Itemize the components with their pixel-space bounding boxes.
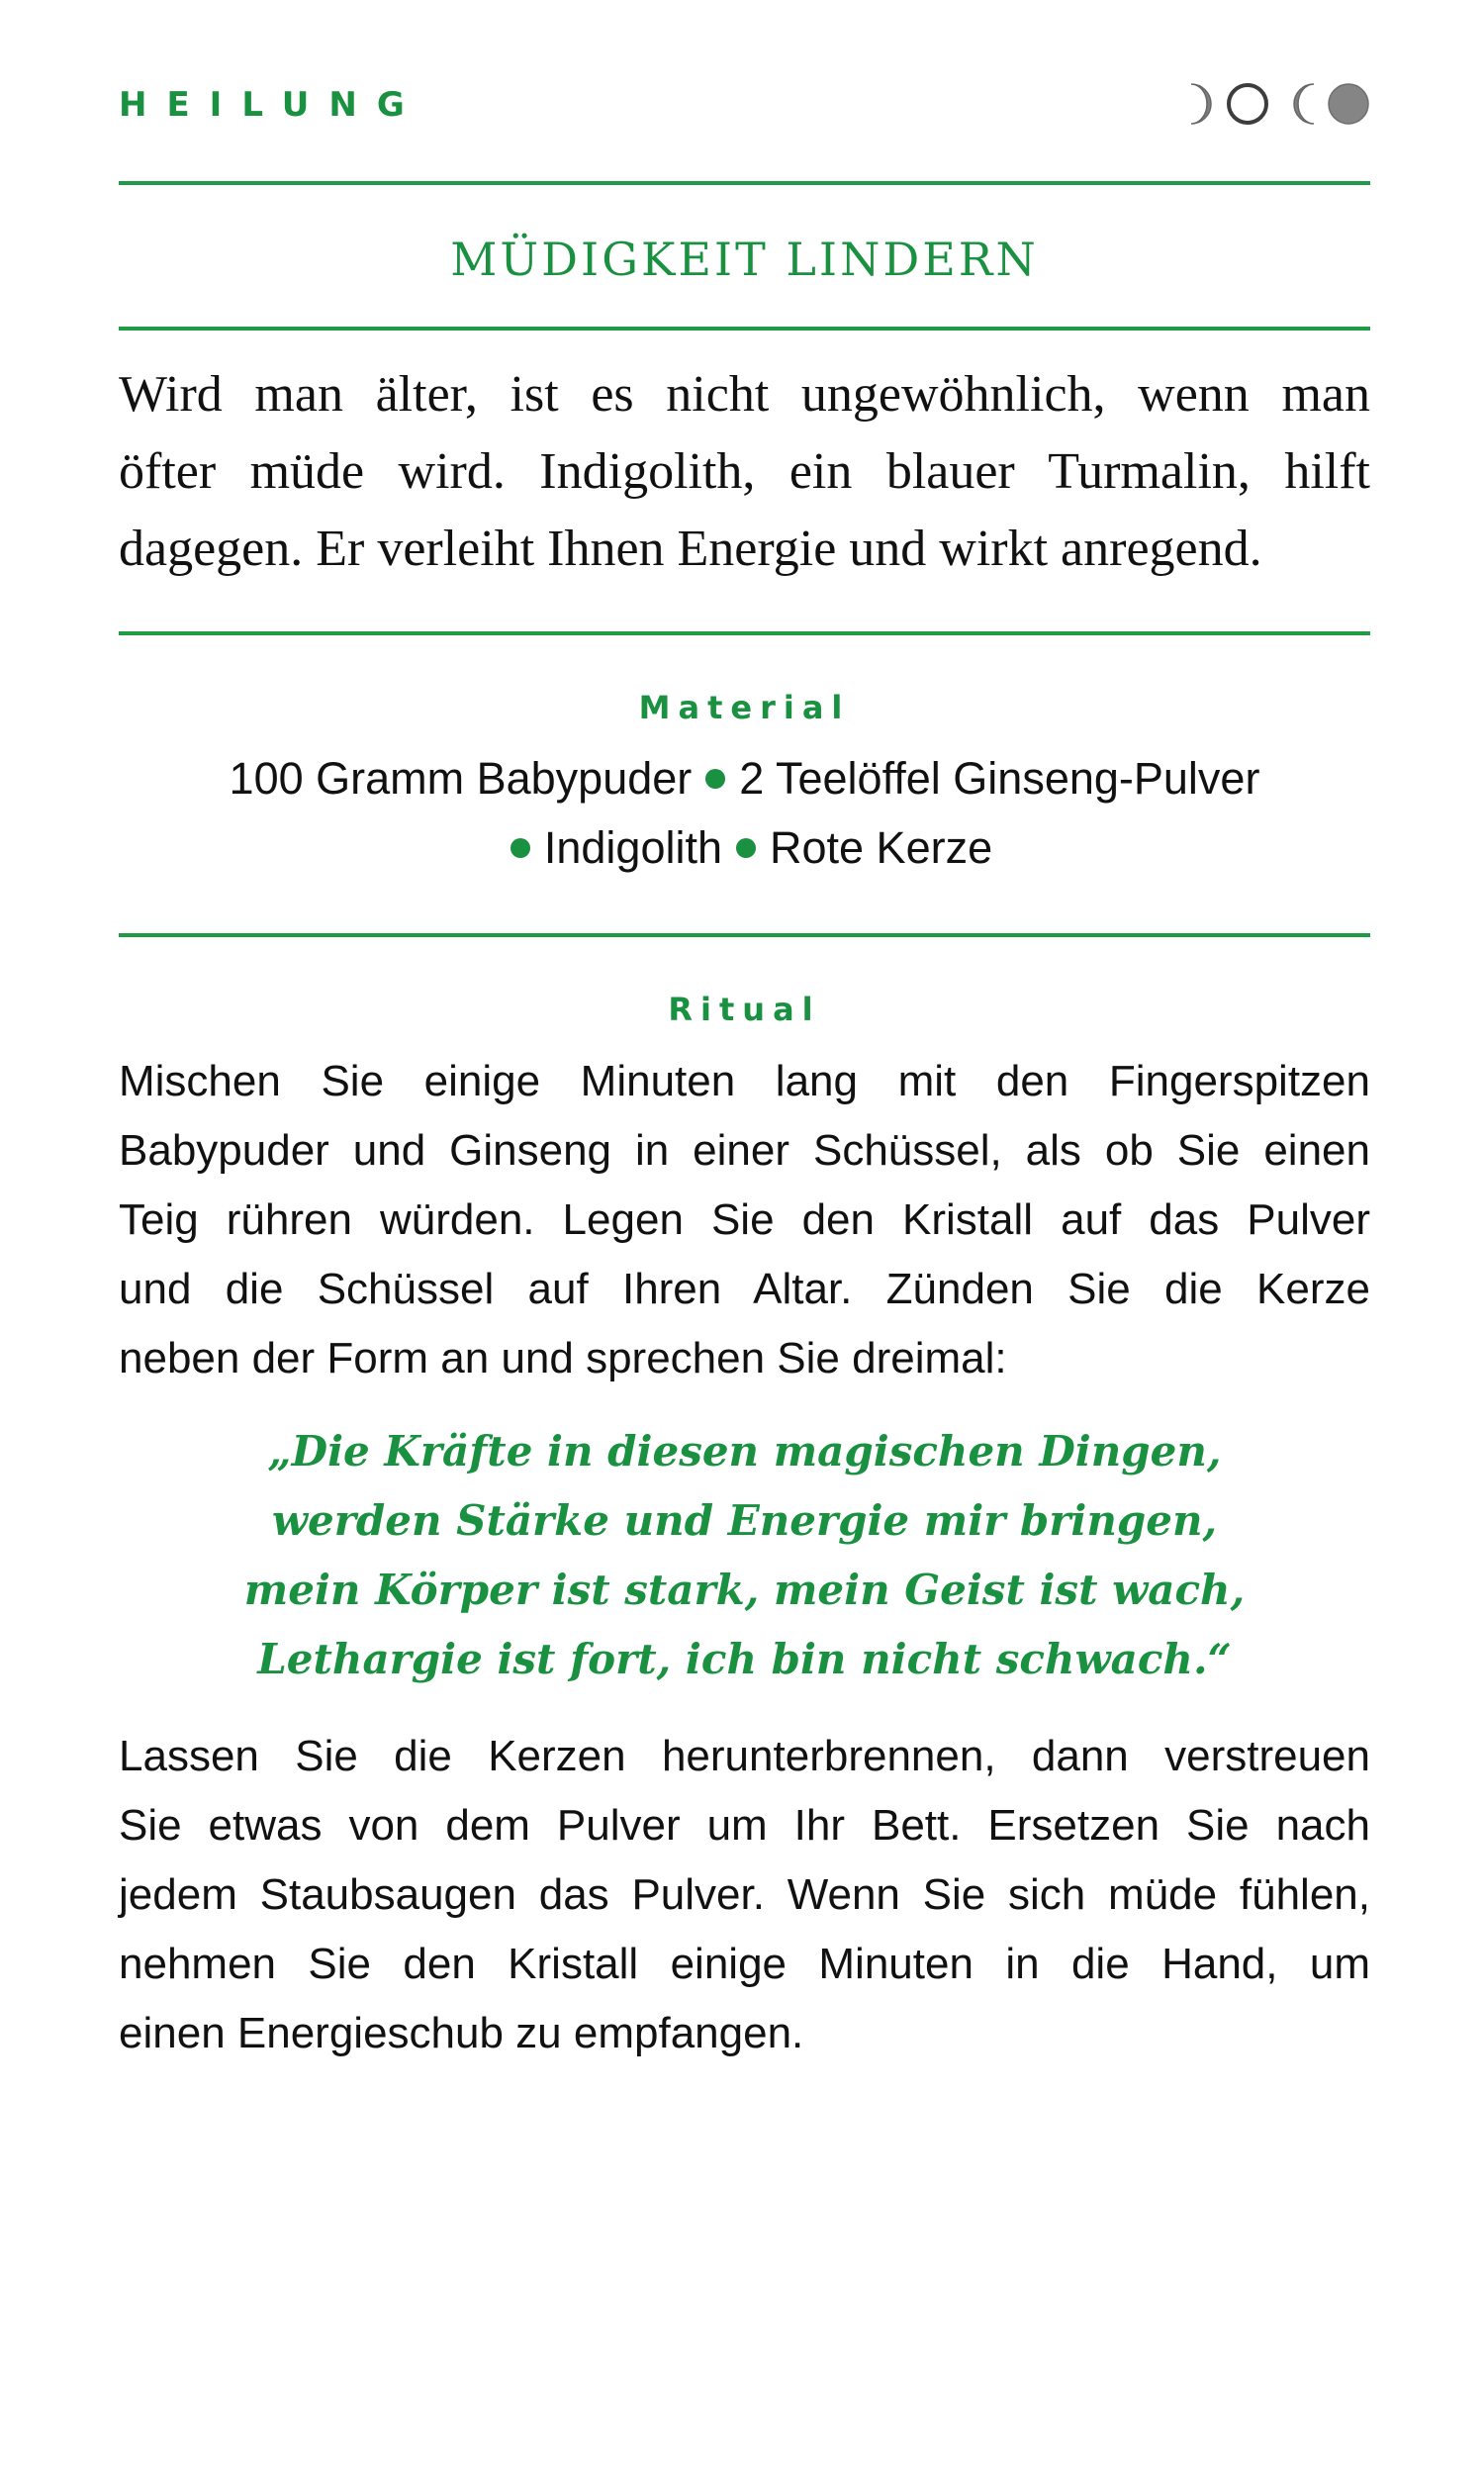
verse-line: „Die Kräfte in diesen magischen Dingen, xyxy=(267,1427,1222,1475)
new-moon-filled-icon xyxy=(1329,84,1368,124)
bullet-icon xyxy=(736,838,756,858)
intro-line: dagegen. Er verleiht Ihnen Energie und wirkt anregend. xyxy=(119,521,1262,577)
text-line: und die Schüssel auf Ihren Altar. Zünden Sie die Kerze xyxy=(119,1265,1370,1313)
divider-rule xyxy=(119,327,1370,331)
page-title: MÜDIGKEIT LINDERN xyxy=(450,233,1039,286)
full-moon-outline-icon xyxy=(1229,85,1266,123)
text-line: Babypuder und Ginseng in einer Schüssel, als ob Sie einen xyxy=(119,1126,1370,1175)
material-heading: Material xyxy=(638,689,851,726)
material-item: 100 Gramm Babypuder xyxy=(229,753,693,804)
text-line: Lassen Sie die Kerzen herunterbrennen, dann verstreuen xyxy=(119,1732,1370,1780)
material-item: Rote Kerze xyxy=(770,822,993,873)
verse-line: mein Körper ist stark, mein Geist ist wach, xyxy=(243,1566,1246,1614)
material-list xyxy=(119,744,1370,883)
material-item: Indigolith xyxy=(543,822,722,873)
intro-line: Wird man älter, ist es nicht ungewöhnlich, wenn man xyxy=(119,366,1370,423)
moon-phases-icon xyxy=(1187,79,1370,129)
text-line: jedem Staubsaugen das Pulver. Wenn Sie sich müde fühlen, xyxy=(119,1870,1370,1919)
category-label: HEILUNG xyxy=(119,85,424,125)
waxing-crescent-icon xyxy=(1294,84,1314,124)
divider-rule xyxy=(119,181,1370,185)
text-line: Mischen Sie einige Minuten lang mit den Fingerspitzen xyxy=(119,1057,1370,1105)
text-line: einen Energieschub zu empfangen. xyxy=(119,2009,804,2057)
material-line xyxy=(119,744,1370,813)
divider-rule xyxy=(119,631,1370,635)
incantation-quote xyxy=(119,1417,1370,1694)
material-item: 2 Teelöffel Ginseng-Pulver xyxy=(739,753,1260,804)
ritual-paragraph-1 xyxy=(119,1047,1370,1393)
text-line: Sie etwas von dem Pulver um Ihr Bett. Ersetzen Sie nach xyxy=(119,1801,1370,1850)
ritual-paragraph-2 xyxy=(119,1722,1370,2068)
text-line: neben der Form an und sprechen Sie dreimal: xyxy=(119,1334,1007,1382)
waning-crescent-icon xyxy=(1191,84,1211,124)
text-line: nehmen Sie den Kristall einige Minuten in die Hand, um xyxy=(119,1940,1370,1988)
intro-paragraph xyxy=(119,356,1370,588)
bullet-icon xyxy=(510,838,530,858)
material-line xyxy=(119,813,1370,883)
page-header xyxy=(119,79,1370,139)
divider-rule xyxy=(119,933,1370,937)
verse-line: werden Stärke und Energie mir bringen, xyxy=(271,1496,1218,1545)
intro-line: öfter müde wird. Indigolith, ein blauer Turmalin, hilft xyxy=(119,443,1370,500)
verse-line: Lethargie ist fort, ich bin nicht schwach.“ xyxy=(257,1635,1232,1683)
text-line: Teig rühren würden. Legen Sie den Kristall auf das Pulver xyxy=(119,1195,1370,1244)
ritual-heading: Ritual xyxy=(668,991,821,1028)
bullet-icon xyxy=(705,769,725,789)
